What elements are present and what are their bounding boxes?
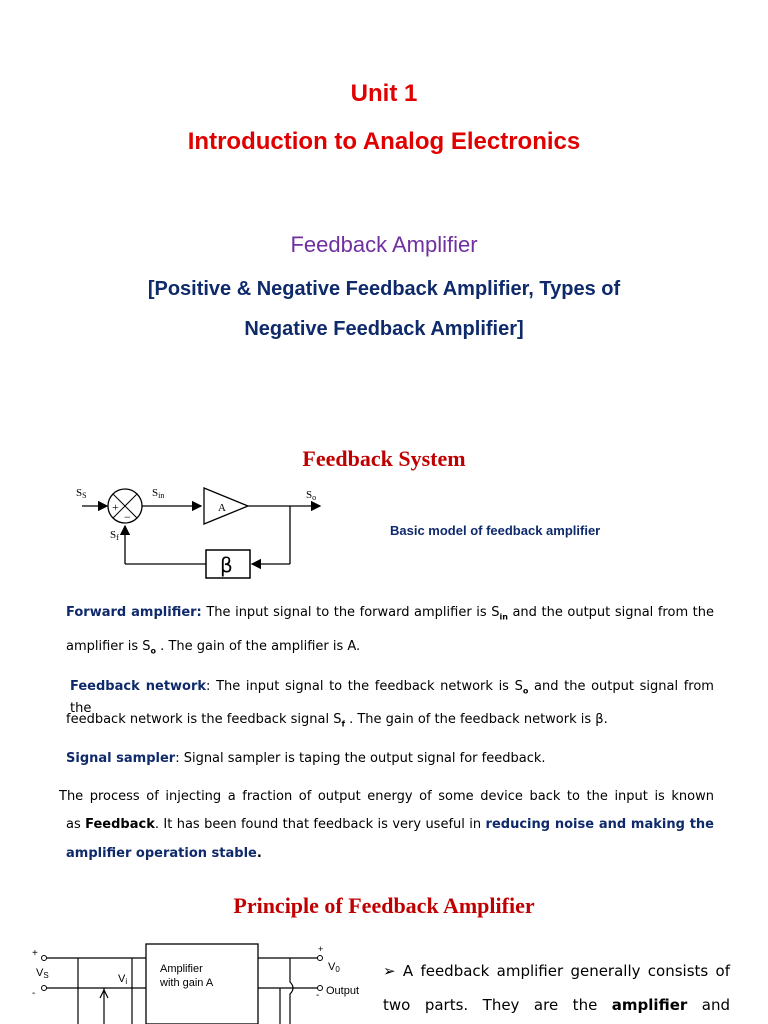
section-title: Feedback Amplifier <box>290 232 478 257</box>
plus-sign: + <box>112 500 119 514</box>
chapter-title: Introduction to Analog Electronics <box>187 128 581 155</box>
sf-label: Sf <box>110 529 119 542</box>
so-label: So <box>306 489 317 502</box>
process-line-3: amplifier operation stable. <box>66 846 262 861</box>
svg-text:Amplifier: Amplifier <box>160 963 203 975</box>
feedback-network-line-2: feedback network is the feedback signal $S_f$ . The gain of the feedback network is β. <box>66 712 608 729</box>
svg-text:-: - <box>316 990 320 1001</box>
feedback-block-diagram <box>62 478 332 586</box>
signal-sampler-line: Signal sampler: Signal sampler is taping the output signal for feedback. <box>66 751 546 766</box>
svg-text:Output: Output <box>326 985 360 997</box>
svg-text:Vi: Vi <box>118 973 128 986</box>
principle-bullet-line-1: ➢ A feedback amplifier generally consists of <box>383 962 730 980</box>
svg-text:-: - <box>32 988 36 999</box>
forward-amplifier-line-1: Forward amplifier: The input signal to the forward amplifier is $S_{in}$ and the output signal from the <box>66 605 715 622</box>
svg-text:+: + <box>32 948 38 959</box>
process-line-2: as Feedback. It has been found that feedback is very useful in reducing noise and making the <box>66 817 714 832</box>
svg-text:with gain A: with gain A <box>160 977 214 989</box>
forward-amplifier-line-2: amplifier is $S_o$ . The gain of the amplifier is A. <box>66 639 361 656</box>
arrow-bullet-icon: ➢ <box>383 962 403 980</box>
diagram-caption: Basic model of feedback amplifier <box>390 523 601 538</box>
principle-heading: Principle of Feedback Amplifier <box>233 893 535 918</box>
beta-label: β <box>220 553 233 577</box>
principle-circuit-diagram <box>28 938 376 1024</box>
minus-sign: − <box>124 510 131 524</box>
amplifier-triangle <box>204 488 248 524</box>
svg-text:V0: V0 <box>328 961 340 974</box>
subtitle-line-2: Negative Feedback Amplifier] <box>244 318 524 340</box>
svg-text:VS: VS <box>36 967 49 980</box>
unit-title: Unit 1 <box>350 80 418 107</box>
sin-label: Sin <box>152 487 165 500</box>
feedback-system-heading: Feedback System <box>302 446 466 471</box>
subtitle-line-1: [Positive & Negative Feedback Amplifier, Types of <box>147 278 621 300</box>
process-line-1: The process of injecting a fraction of output energy of some device back to the input is known <box>59 789 714 804</box>
ss-label: SS <box>76 487 87 500</box>
feedback-network-line-1: Feedback network: The input signal to the feedback network is $S_o$ and the output signal from the <box>70 679 714 716</box>
amp-label: A <box>218 502 226 514</box>
svg-text:+: + <box>318 944 324 954</box>
principle-bullet-line-2: two parts. They are the amplifier and <box>383 996 730 1014</box>
